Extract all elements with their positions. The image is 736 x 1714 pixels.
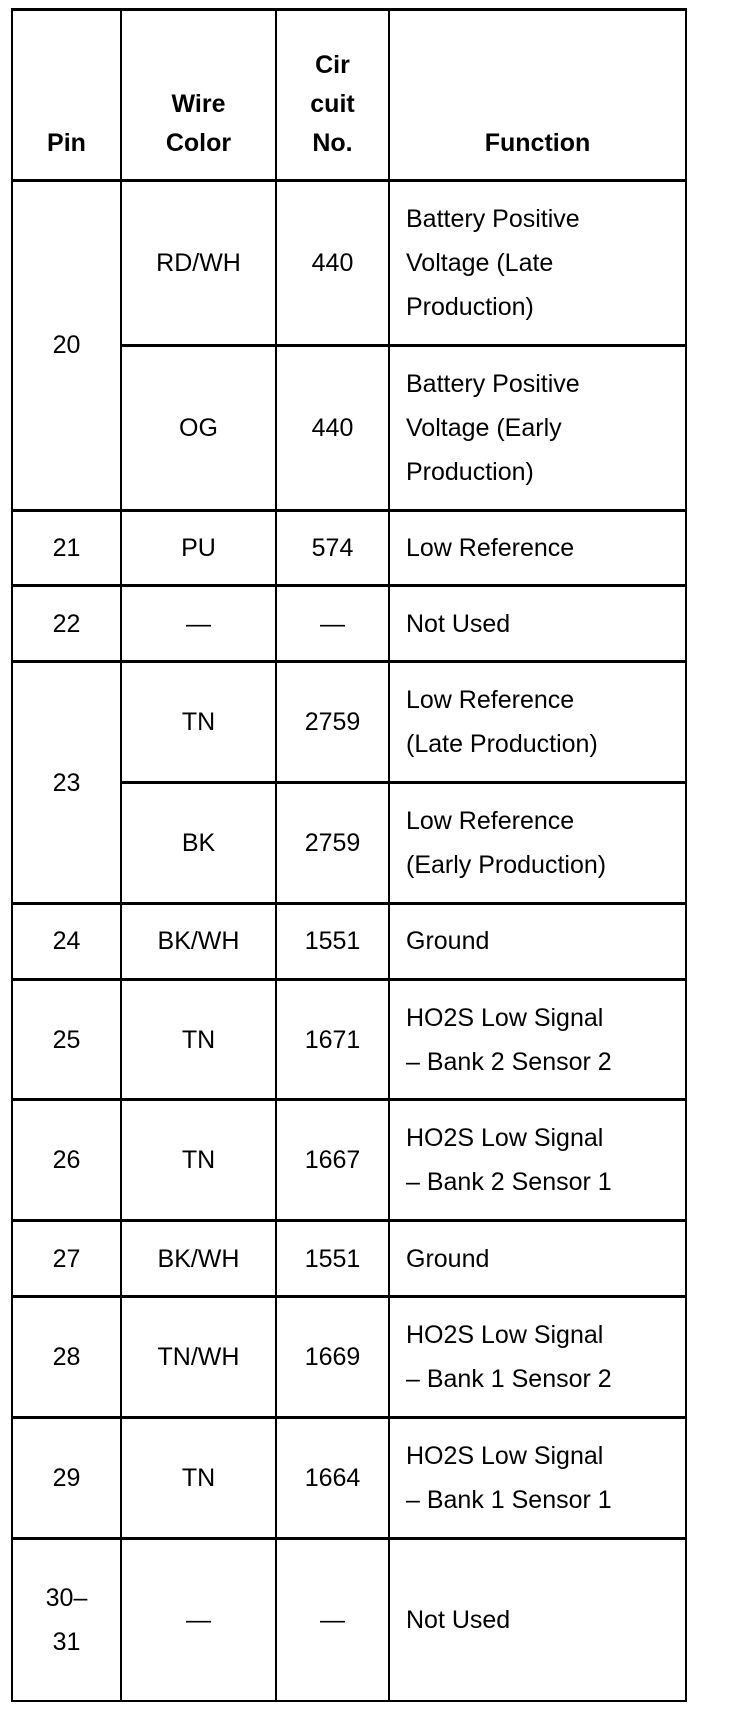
table-row [12,1221,686,1297]
circuit-cell: 1667 [276,1100,389,1221]
table-row [12,181,686,346]
circuit-cell: 1669 [276,1297,389,1418]
function-cell: Battery Positive Voltage (Late Production) [389,181,686,346]
wire-color-cell: PU [121,510,276,586]
function-header: Function [389,10,686,181]
function-cell: HO2S Low Signal – Bank 1 Sensor 2 [389,1297,686,1418]
wire-color-cell: BK/WH [121,1221,276,1297]
function-cell: Ground [389,1221,686,1297]
circuit-cell: 440 [276,181,389,346]
wire-color-header: Wire Color [121,10,276,181]
function-cell: Ground [389,903,686,979]
table-row [12,1100,686,1221]
function-cell: HO2S Low Signal – Bank 1 Sensor 1 [389,1417,686,1538]
wire-color-cell: — [121,1538,276,1701]
wire-color-cell: BK [121,783,276,904]
circuit-cell: — [276,1538,389,1701]
circuit-cell: 440 [276,345,389,510]
circuit-cell: 2759 [276,783,389,904]
pin-cell: 23 [12,662,121,904]
pin-cell: 21 [12,510,121,586]
wire-color-cell: OG [121,345,276,510]
table-row [12,510,686,586]
pin-cell: 22 [12,586,121,662]
wire-color-cell: TN [121,1417,276,1538]
pin-cell: 26 [12,1100,121,1221]
circuit-cell: 1551 [276,1221,389,1297]
wire-color-cell: TN [121,979,276,1100]
pin-cell: 28 [12,1297,121,1418]
table-row [12,586,686,662]
pin-cell: 20 [12,181,121,511]
circuit-cell: — [276,586,389,662]
circuit-cell: 2759 [276,662,389,783]
wire-color-cell: TN/WH [121,1297,276,1418]
function-cell: Low Reference (Late Production) [389,662,686,783]
pin-cell: 27 [12,1221,121,1297]
circuit-cell: 1664 [276,1417,389,1538]
wire-color-cell: RD/WH [121,181,276,346]
function-cell: Low Reference [389,510,686,586]
table-row [12,1417,686,1538]
wire-color-cell: TN [121,1100,276,1221]
connector-pinout-table [11,8,687,1702]
circuit-cell: 574 [276,510,389,586]
circuit-cell: 1551 [276,903,389,979]
function-cell: Not Used [389,586,686,662]
wire-color-cell: — [121,586,276,662]
table-row [12,1538,686,1701]
pin-header: Pin [12,10,121,181]
function-cell: HO2S Low Signal – Bank 2 Sensor 2 [389,979,686,1100]
wire-color-cell: TN [121,662,276,783]
pin-cell: 25 [12,979,121,1100]
pin-cell: 24 [12,903,121,979]
table-row [12,979,686,1100]
function-cell: Battery Positive Voltage (Early Production) [389,345,686,510]
table-row [12,1297,686,1418]
circuit-no-header: Cir cuit No. [276,10,389,181]
table-row [12,903,686,979]
function-cell: Not Used [389,1538,686,1701]
pin-cell: 30– 31 [12,1538,121,1701]
table-row [12,662,686,783]
function-cell: Low Reference (Early Production) [389,783,686,904]
header-row [12,10,686,181]
wire-color-cell: BK/WH [121,903,276,979]
circuit-cell: 1671 [276,979,389,1100]
function-cell: HO2S Low Signal – Bank 2 Sensor 1 [389,1100,686,1221]
pin-cell: 29 [12,1417,121,1538]
